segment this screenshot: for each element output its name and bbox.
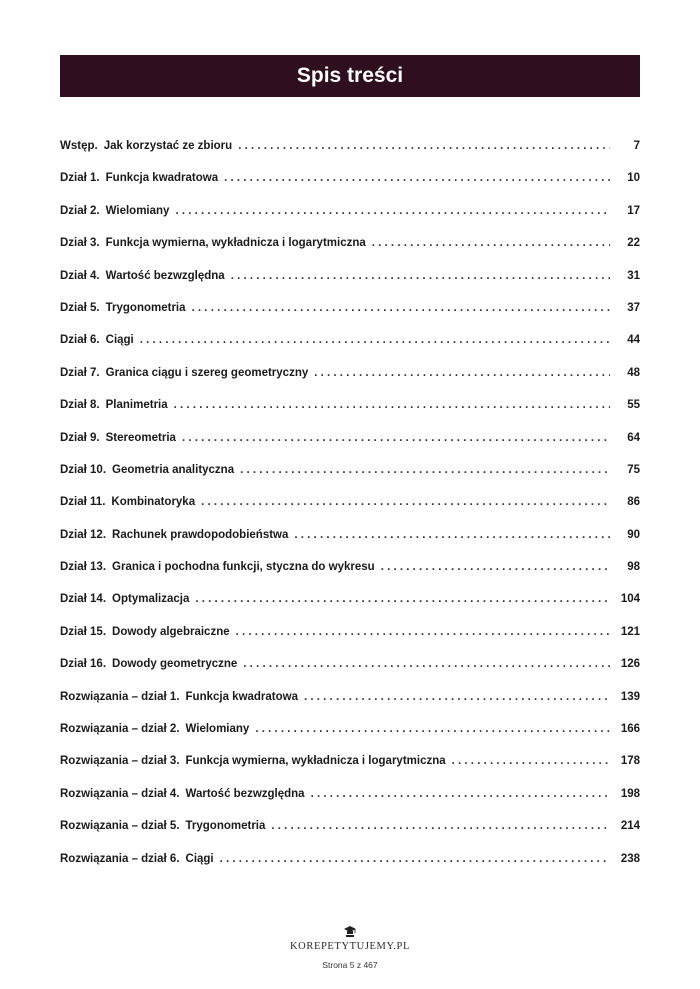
toc-entry-title: Granica ciągu i szereg geometryczny xyxy=(105,366,309,379)
table-of-contents xyxy=(60,140,640,885)
toc-entry-label xyxy=(60,691,298,703)
dot-leader xyxy=(452,755,610,767)
toc-entry-number: Rozwiązania – dział 6. xyxy=(60,852,180,865)
brand-name: KOREPETYTUJEMY.PL xyxy=(290,941,410,952)
toc-entry-label xyxy=(60,723,249,735)
toc-entry-label xyxy=(60,237,366,249)
toc-entry-title: Ciągi xyxy=(105,334,134,347)
toc-entry-number: Dział 4. xyxy=(60,269,100,282)
toc-entry-label xyxy=(60,529,288,541)
toc-entry-title: Planimetria xyxy=(105,399,168,412)
dot-leader xyxy=(224,172,610,184)
page-number: Strona 5 z 467 xyxy=(322,960,378,970)
toc-entry-page: 121 xyxy=(620,625,640,638)
toc-entry[interactable] xyxy=(60,658,640,690)
toc-entry-label xyxy=(60,172,218,184)
toc-entry-number: Dział 14. xyxy=(60,593,107,606)
toc-entry-title: Wartość bezwzględna xyxy=(105,269,225,282)
dot-leader xyxy=(294,529,610,541)
toc-entry[interactable] xyxy=(60,496,640,528)
toc-entry-number: Wstęp. xyxy=(60,140,98,152)
toc-entry-number: Dział 16. xyxy=(60,658,107,671)
toc-entry-page: 37 xyxy=(627,301,640,314)
toc-entry[interactable] xyxy=(60,270,640,302)
toc-entry-title: Trygonometria xyxy=(105,301,186,314)
toc-entry[interactable] xyxy=(60,755,640,787)
toc-entry-page: 90 xyxy=(627,528,640,541)
toc-entry-page: 104 xyxy=(620,593,640,606)
toc-entry-number: Rozwiązania – dział 5. xyxy=(60,820,180,833)
toc-entry-title: Wielomiany xyxy=(185,723,250,736)
toc-entry[interactable] xyxy=(60,399,640,431)
toc-entry-title: Optymalizacja xyxy=(112,593,190,606)
toc-entry-page: 75 xyxy=(627,463,640,476)
toc-entry-title: Funkcja wymierna, wykładnicza i logarytmiczna xyxy=(185,755,446,768)
toc-entry-page: 238 xyxy=(620,852,640,865)
toc-entry-number: Dział 2. xyxy=(60,204,100,217)
toc-entry[interactable] xyxy=(60,334,640,366)
toc-entry-page: 178 xyxy=(620,755,640,768)
toc-entry-title: Ciągi xyxy=(185,852,214,865)
toc-entry-label xyxy=(60,334,134,346)
toc-entry-label xyxy=(60,658,237,670)
toc-entry-page: 7 xyxy=(633,140,640,152)
dot-leader xyxy=(195,593,610,605)
toc-entry-page: 10 xyxy=(627,172,640,185)
toc-entry[interactable] xyxy=(60,820,640,852)
toc-entry-number: Dział 5. xyxy=(60,301,100,314)
toc-entry-page: 22 xyxy=(627,237,640,250)
toc-entry-page: 31 xyxy=(627,269,640,282)
toc-entry-title: Trygonometria xyxy=(185,820,266,833)
toc-entry-page: 55 xyxy=(627,399,640,412)
dot-leader xyxy=(140,334,610,346)
toc-entry-number: Dział 1. xyxy=(60,172,100,185)
toc-entry-number: Rozwiązania – dział 3. xyxy=(60,755,180,768)
toc-entry-label xyxy=(60,593,189,605)
dot-leader xyxy=(182,432,610,444)
toc-entry-title: Stereometria xyxy=(105,431,176,444)
toc-entry[interactable] xyxy=(60,367,640,399)
toc-entry-number: Dział 12. xyxy=(60,528,107,541)
mortarboard-icon xyxy=(343,925,357,939)
toc-entry-label xyxy=(60,496,195,508)
footer xyxy=(0,925,700,970)
dot-leader xyxy=(311,788,610,800)
toc-entry-label xyxy=(60,755,446,767)
dot-leader xyxy=(314,367,610,379)
toc-entry-page: 17 xyxy=(627,204,640,217)
toc-entry[interactable] xyxy=(60,593,640,625)
toc-entry-title: Funkcja wymierna, wykładnicza i logarytmiczna xyxy=(105,237,366,250)
toc-entry-label xyxy=(60,561,375,573)
toc-entry[interactable] xyxy=(60,237,640,269)
toc-entry-number: Dział 7. xyxy=(60,366,100,379)
dot-leader xyxy=(231,270,610,282)
toc-entry-title: Dowody algebraiczne xyxy=(112,625,230,638)
toc-entry[interactable] xyxy=(60,205,640,237)
toc-entry-label xyxy=(60,820,265,832)
page-title: Spis treści xyxy=(296,64,404,87)
dot-leader xyxy=(238,140,610,152)
toc-entry-number: Dział 13. xyxy=(60,561,107,574)
toc-entry[interactable] xyxy=(60,788,640,820)
toc-entry[interactable] xyxy=(60,302,640,334)
dot-leader xyxy=(372,237,610,249)
toc-entry-label xyxy=(60,270,225,282)
toc-entry-label xyxy=(60,140,232,152)
dot-leader xyxy=(236,626,610,638)
toc-entry-label xyxy=(60,205,169,217)
toc-entry-page: 44 xyxy=(627,334,640,347)
dot-leader xyxy=(271,820,610,832)
toc-entry-title: Wartość bezwzględna xyxy=(185,787,305,800)
toc-entry-number: Dział 15. xyxy=(60,625,107,638)
dot-leader xyxy=(174,399,610,411)
toc-entry-title: Jak korzystać ze zbioru xyxy=(103,140,233,152)
toc-entry-page: 139 xyxy=(620,690,640,703)
toc-entry-page: 214 xyxy=(620,820,640,833)
toc-entry-title: Rachunek prawdopodobieństwa xyxy=(112,528,289,541)
toc-entry[interactable] xyxy=(60,529,640,561)
toc-entry[interactable] xyxy=(60,691,640,723)
toc-entry-title: Wielomiany xyxy=(105,204,170,217)
dot-leader xyxy=(243,658,610,670)
title-banner xyxy=(60,55,640,97)
toc-entry-number: Rozwiązania – dział 2. xyxy=(60,723,180,736)
toc-entry[interactable] xyxy=(60,723,640,755)
toc-entry[interactable] xyxy=(60,561,640,593)
toc-entry-title: Funkcja kwadratowa xyxy=(185,690,298,703)
toc-entry-label xyxy=(60,367,308,379)
toc-entry[interactable] xyxy=(60,626,640,658)
toc-entry-label xyxy=(60,788,305,800)
dot-leader xyxy=(304,691,610,703)
toc-entry-page: 198 xyxy=(620,787,640,800)
toc-entry-page: 86 xyxy=(627,496,640,509)
toc-entry-label xyxy=(60,432,176,444)
dot-leader xyxy=(192,302,610,314)
toc-entry-label xyxy=(60,302,186,314)
toc-entry-page: 48 xyxy=(627,366,640,379)
toc-entry-label xyxy=(60,399,168,411)
toc-entry-page: 126 xyxy=(620,658,640,671)
toc-entry-number: Dział 6. xyxy=(60,334,100,347)
toc-entry[interactable] xyxy=(60,853,640,885)
toc-entry[interactable] xyxy=(60,172,640,204)
toc-entry-number: Dział 10. xyxy=(60,463,107,476)
toc-entry-number: Dział 11. xyxy=(60,496,106,509)
toc-entry[interactable] xyxy=(60,140,640,172)
toc-entry-number: Dział 8. xyxy=(60,399,100,412)
toc-entry-number: Rozwiązania – dział 4. xyxy=(60,787,180,800)
dot-leader xyxy=(175,205,610,217)
toc-entry-label xyxy=(60,626,230,638)
toc-entry-title: Geometria analityczna xyxy=(112,463,235,476)
toc-entry-title: Dowody geometryczne xyxy=(112,658,238,671)
dot-leader xyxy=(240,464,610,476)
toc-entry-page: 64 xyxy=(627,431,640,444)
toc-entry-number: Rozwiązania – dział 1. xyxy=(60,690,180,703)
toc-entry[interactable] xyxy=(60,432,640,464)
toc-entry-title: Granica i pochodna funkcji, styczna do wykresu xyxy=(112,561,375,574)
toc-entry-page: 98 xyxy=(627,561,640,574)
toc-entry[interactable] xyxy=(60,464,640,496)
toc-entry-page: 166 xyxy=(620,723,640,736)
toc-entry-title: Kombinatoryka xyxy=(111,496,196,509)
dot-leader xyxy=(255,723,610,735)
toc-entry-title: Funkcja kwadratowa xyxy=(105,172,219,185)
toc-entry-label xyxy=(60,853,214,865)
toc-entry-number: Dział 3. xyxy=(60,237,100,250)
dot-leader xyxy=(381,561,610,573)
dot-leader xyxy=(201,496,610,508)
toc-entry-number: Dział 9. xyxy=(60,431,100,444)
dot-leader xyxy=(220,853,610,865)
toc-entry-label xyxy=(60,464,234,476)
